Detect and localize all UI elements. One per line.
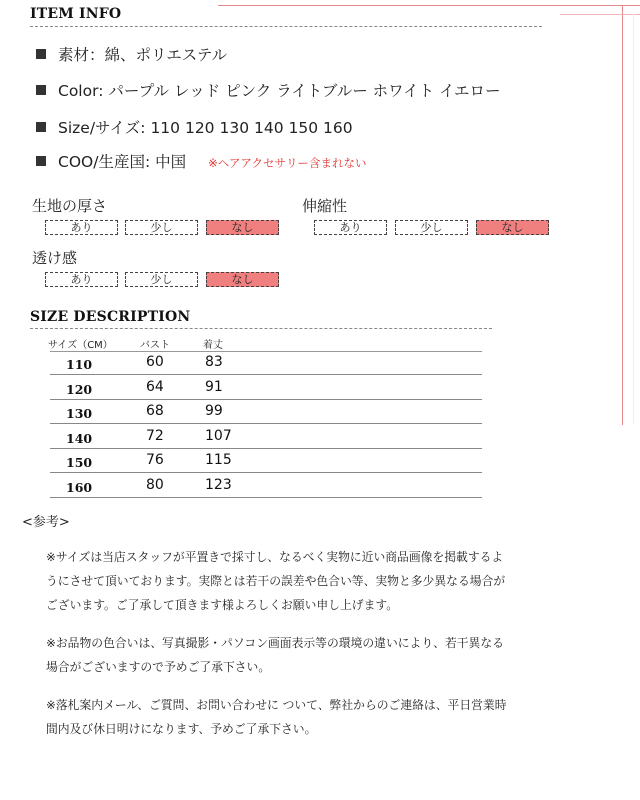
size-header-bust: バスト bbox=[140, 340, 170, 351]
reference-paragraph bbox=[46, 545, 566, 617]
size-cell: 130 bbox=[66, 406, 93, 421]
decorative-line-right bbox=[622, 5, 623, 425]
bullet-square-icon bbox=[36, 85, 46, 95]
bust-cell: 68 bbox=[146, 403, 164, 419]
length-cell: 115 bbox=[205, 452, 232, 468]
row-divider bbox=[50, 423, 482, 424]
row-divider bbox=[50, 399, 482, 400]
sheer-option-slight: 少し bbox=[125, 272, 198, 287]
bullet-square-icon bbox=[36, 122, 46, 132]
item-info-title: ITEM INFO bbox=[30, 6, 122, 22]
material-row bbox=[36, 43, 227, 65]
bust-cell: 76 bbox=[146, 452, 164, 468]
row-divider bbox=[50, 472, 482, 473]
row-divider bbox=[50, 374, 482, 375]
length-cell: 83 bbox=[205, 354, 223, 370]
bust-cell: 64 bbox=[146, 378, 164, 395]
color-row bbox=[36, 79, 501, 101]
reference-line: うにさせて頂いております。実際とは若干の誤差や色合い等、実物と多少異なる場合が bbox=[46, 574, 506, 588]
thickness-option-yes: あり bbox=[45, 220, 118, 235]
reference-line: ※お品物の色合いは、写真撮影・パソコン画面表示等の環境の違いにより、若干異なる bbox=[46, 636, 504, 650]
reference-line: 場合がございますので予めご了承下さい。 bbox=[46, 660, 271, 674]
size-description-divider bbox=[30, 328, 492, 329]
size-cell: 120 bbox=[66, 381, 93, 397]
size-cell: 160 bbox=[66, 479, 93, 495]
decorative-line-right-inner bbox=[633, 14, 634, 424]
row-divider bbox=[50, 448, 482, 449]
row-divider bbox=[50, 497, 482, 498]
reference-line: ございます。ご了承して頂きます様よろしくお願い申し上げます。 bbox=[46, 598, 399, 612]
length-cell: 107 bbox=[205, 427, 232, 444]
stretch-label: 伸縮性 bbox=[302, 197, 348, 215]
stretch-option-none: なし bbox=[476, 220, 549, 235]
reference-paragraph bbox=[46, 693, 566, 741]
color-text: Color: パープル レッド ピンク ライトブルー ホワイト イエロー bbox=[58, 82, 501, 100]
decorative-line-top bbox=[218, 5, 640, 6]
length-cell: 91 bbox=[205, 378, 223, 395]
bust-cell: 60 bbox=[146, 354, 164, 370]
reference-line: ※サイズは当店スタッフが平置きで採寸し、なるべく実物に近い商品画像を掲載するよ bbox=[46, 550, 504, 564]
size-cell: 140 bbox=[66, 430, 93, 446]
coo-text: COO/生産国: 中国 bbox=[58, 153, 187, 171]
coo-row bbox=[36, 150, 367, 172]
size-header-line bbox=[50, 351, 482, 352]
bullet-square-icon bbox=[36, 49, 46, 59]
stretch-option-yes: あり bbox=[314, 220, 387, 235]
size-cell: 110 bbox=[66, 357, 93, 372]
bullet-square-icon bbox=[36, 156, 46, 166]
size-cell: 150 bbox=[66, 455, 93, 470]
sheer-option-yes: あり bbox=[45, 272, 118, 287]
sheer-option-none: なし bbox=[206, 272, 279, 287]
reference-line: ※落札案内メール、ご質問、お問い合わせに ついて、弊社からのご連絡は、平日営業時 bbox=[46, 698, 507, 712]
size-text: Size/サイズ: 110 120 130 140 150 160 bbox=[58, 119, 353, 137]
length-cell: 123 bbox=[205, 476, 232, 493]
stretch-option-slight: 少し bbox=[395, 220, 468, 235]
thickness-option-none: なし bbox=[206, 220, 279, 235]
bust-cell: 72 bbox=[146, 427, 164, 444]
bust-cell: 80 bbox=[146, 476, 164, 493]
item-info-divider bbox=[30, 26, 542, 27]
reference-line: 間内及び休日明けになります、予めご了承下さい。 bbox=[46, 722, 317, 736]
decorative-line-top-inner bbox=[560, 14, 640, 15]
length-cell: 99 bbox=[205, 403, 223, 419]
size-header-length: 着丈 bbox=[203, 340, 223, 351]
size-description-title: SIZE DESCRIPTION bbox=[30, 309, 191, 325]
size-row bbox=[36, 116, 353, 138]
reference-paragraph bbox=[46, 631, 566, 679]
sheer-label: 透け感 bbox=[32, 249, 78, 267]
reference-title: <参考> bbox=[22, 515, 70, 530]
thickness-label: 生地の厚さ bbox=[32, 197, 108, 215]
material-text: 素材：綿、ポリエステル bbox=[58, 46, 228, 64]
size-header-size: サイズ（CM） bbox=[48, 340, 113, 351]
accessory-note: ※ヘアアクセサリー含まれない bbox=[208, 156, 367, 170]
thickness-option-slight: 少し bbox=[125, 220, 198, 235]
